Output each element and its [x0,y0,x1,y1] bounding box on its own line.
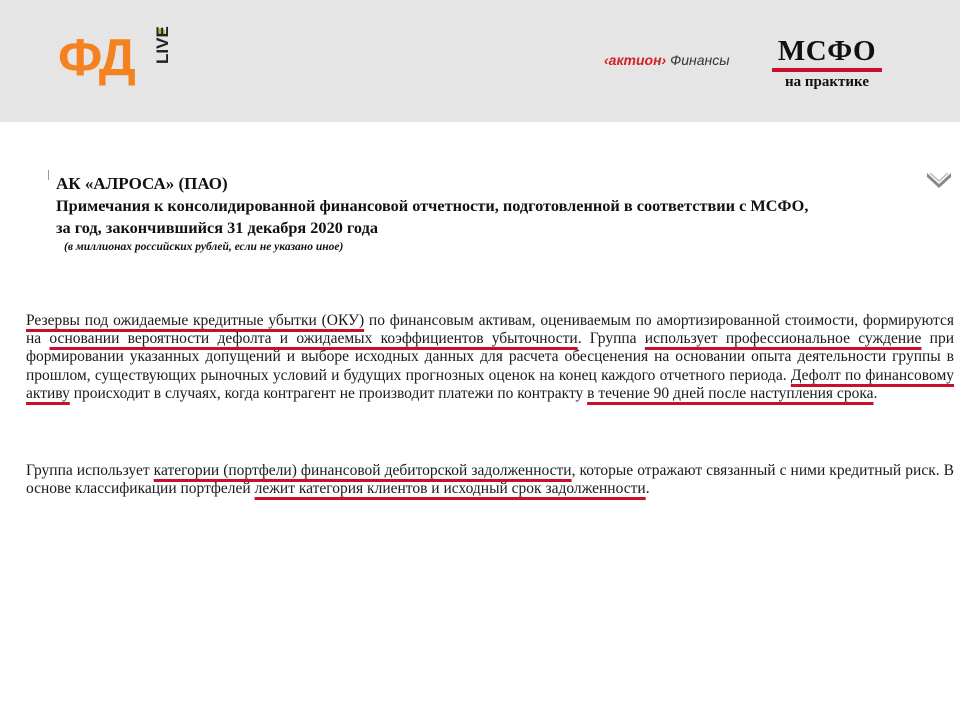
chevron-down-icon [926,170,952,188]
paragraph-ecl [26,312,954,404]
highlighted-phrase: использует профессиональное суждение [644,329,922,347]
highlighted-phrase: категории (портфели) финансовой дебиторской задолженности [153,461,572,479]
highlighted-phrase: лежит категория клиентов и исходный срок задолженности [254,479,646,497]
msfo-logo-title: МСФО [777,35,877,67]
company-name: АК «АЛРОСА» (ПАО) [56,174,228,193]
document-header [56,173,956,255]
units-note: (в миллионах российских рублей, если не указано иное) [64,241,344,253]
paragraph-portfolios [26,462,954,499]
msfo-logo-subtitle: на практике [785,74,869,90]
text-segment: Группа использует [26,461,154,479]
aktion-suffix: Финансы [666,52,730,68]
text-segment: происходит в случаях, когда контрагент не производит платежи по контракту [69,385,588,403]
reporting-period: за год, закончившийся 31 декабря 2020 года [56,218,378,237]
notes-title: Примечания к консолидированной финансовой отчетности, подготовленной в соответствии с МСФО, [56,196,809,215]
highlighted-phrase: Резервы под ожидаемые кредитные убытки (ОКУ) [26,311,365,329]
text-segment: . [645,479,650,497]
fd-logo-live: LIVE [153,26,172,64]
highlighted-phrase: в течение 90 дней после наступления срока [587,385,874,403]
scan-margin-mark [48,170,49,180]
text-segment: при формировании указанных допущений и выборе исходных данных для расчета обесценения на основании опыта деятельности группы в прошлом, существующих рыночных условий и будущих прогнозных оценок на конец каждого отчетного периода. [26,329,954,384]
text-segment: . [873,385,878,403]
text-segment: . Группа [577,329,645,347]
highlighted-phrase: основании вероятности дефолта и ожидаемых коэффициентов убыточности [49,329,578,347]
highlighted-phrase: Дефолт по финансовому активу [26,366,955,403]
fd-logo-text: ФД [58,29,135,87]
text-segment: по финансовым активам, оцениваемым по амортизированной стоимости, формируются на [26,311,954,347]
aktion-brand: ‹актион› [604,52,667,68]
text-segment: , которые отражают связанный с ними кредитный риск. В основе классификации портфелей [26,461,954,497]
